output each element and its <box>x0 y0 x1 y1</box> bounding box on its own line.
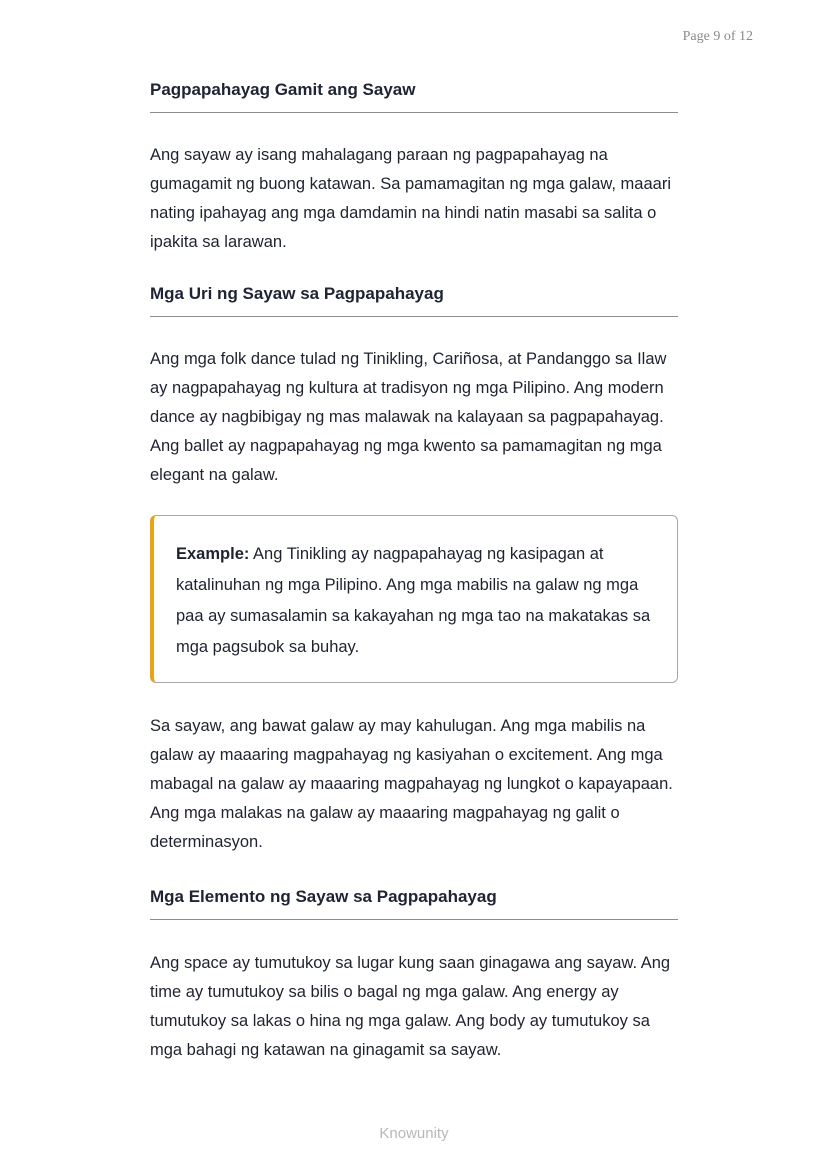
example-paragraph <box>176 539 657 663</box>
example-label: Example: <box>176 545 250 563</box>
footer-brand: Knowunity <box>379 1125 449 1142</box>
section-paragraph-dance-elements: Ang space ay tumutukoy sa lugar kung saan ginagawa ang sayaw. Ang time ay tumutukoy sa bilis o bagal ng mga galaw. Ang energy ay tumutukoy sa lakas o hina ng mga galaw. Ang body ay tumutukoy sa mga bahagi ng katawan na ginagamit sa sayaw. <box>150 954 671 1059</box>
paragraph-movement-meaning: Sa sayaw, ang bawat galaw ay may kahulugan. Ang mga mabilis na galaw ay maaaring magpahayag ng kasiyahan o excitement. Ang mga mabagal na galaw ay maaaring magpahayag ng lungkot o kapayapaan. Ang mga malakas na galaw ay maaaring magpahayag ng galit o determinasyon. <box>150 717 673 851</box>
section-paragraph-dance-types: Ang mga folk dance tulad ng Tinikling, Cariñosa, at Pandanggo sa Ilaw ay nagpapahayag ng kultura at tradisyon ng mga Pilipino. Ang modern dance ay nagbibigay ng mas malawak na kalayaan sa pagpapahayag. Ang ballet ay nagpapahayag ng mga kwento sa pamamagitan ng mga elegant na galaw. <box>150 350 667 484</box>
example-text: Ang Tinikling ay nagpapahayag ng kasipagan at katalinuhan ng mga Pilipino. Ang mga mabilis na galaw ng mga paa ay sumasalamin sa kakayahan ng mga tao na makatakas sa mga pagsubok sa buhay. <box>176 545 651 656</box>
section-paragraph-expression-through-dance: Ang sayaw ay isang mahalagang paraan ng pagpapahayag na gumagamit ng buong katawan. Sa pamamagitan ng mga galaw, maaari nating ipahayag ang mga damdamin na hindi natin masabi sa salita o ipakita sa larawan. <box>150 146 671 251</box>
section-heading-dance-elements: Mga Elemento ng Sayaw sa Pagpapahayag <box>150 887 678 920</box>
document-content <box>150 80 678 1065</box>
example-callout <box>150 515 678 683</box>
section-heading-expression-through-dance: Pagpapahayag Gamit ang Sayaw <box>150 80 678 113</box>
section-heading-dance-types: Mga Uri ng Sayaw sa Pagpapahayag <box>150 284 678 317</box>
page-number: Page 9 of 12 <box>682 29 753 44</box>
